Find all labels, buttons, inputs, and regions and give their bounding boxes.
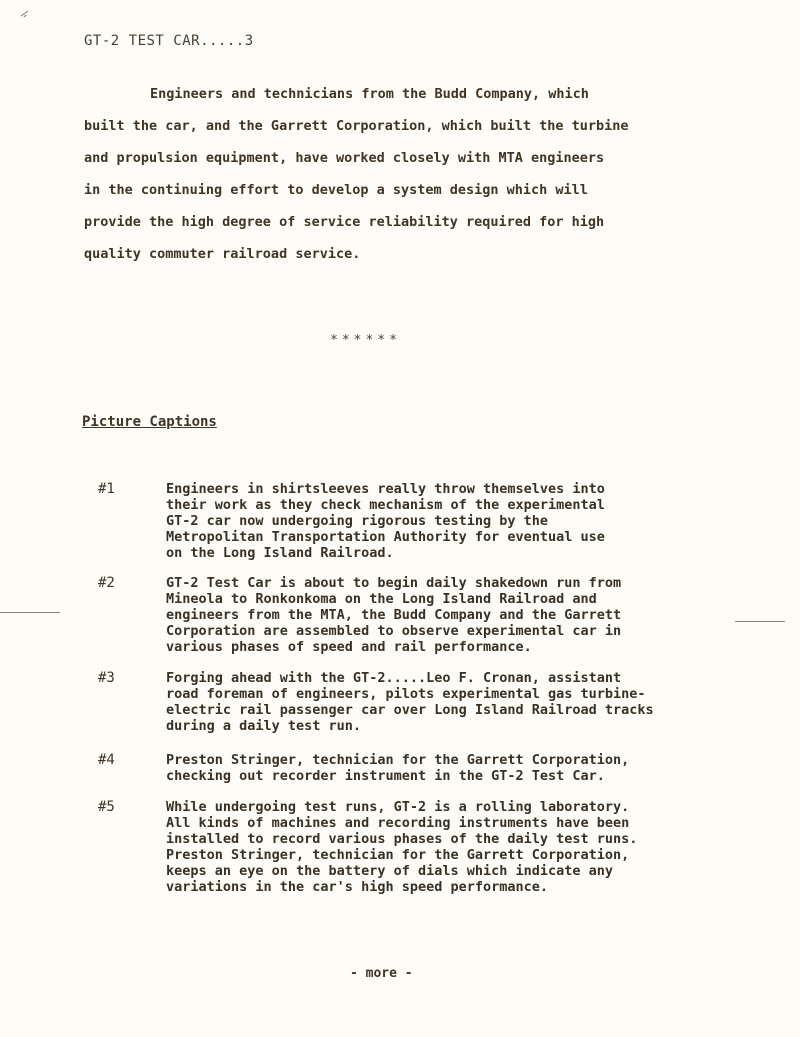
caption-line: Mineola to Ronkonkoma on the Long Island Railroad and — [166, 591, 597, 607]
caption-text — [166, 575, 621, 655]
caption-text — [166, 752, 629, 784]
caption-line: Preston Stringer, technician for the Garrett Corporation, — [166, 847, 630, 863]
caption-line: All kinds of machines and recording instruments have been — [166, 815, 630, 831]
caption-number: #4 — [98, 752, 115, 768]
caption-line: Corporation are assembled to observe experimental car in — [166, 623, 622, 639]
caption-line: their work as they check mechanism of the experimental — [166, 497, 605, 513]
caption-text — [166, 481, 605, 561]
intro-line: and propulsion equipment, have worked closely with MTA engineers — [84, 150, 605, 166]
caption-text — [166, 670, 654, 734]
intro-line: quality commuter railroad service. — [84, 246, 361, 262]
caption-line: While undergoing test runs, GT-2 is a rolling laboratory. — [166, 799, 630, 815]
caption-line: installed to record various phases of the daily test runs. — [166, 831, 638, 847]
caption-line: keeps an eye on the battery of dials which indicate any — [166, 863, 614, 879]
caption-line: Metropolitan Transportation Authority for eventual use — [166, 529, 605, 545]
margin-rule — [735, 621, 785, 622]
intro-paragraph — [84, 78, 744, 270]
page-header: GT-2 TEST CAR.....3 — [84, 33, 254, 49]
caption-line: Forging ahead with the GT-2.....Leo F. Cronan, assistant — [166, 670, 622, 686]
section-heading: Picture Captions — [82, 414, 217, 430]
section-separator: ****** — [330, 333, 401, 348]
intro-line: built the car, and the Garrett Corporation, which built the turbine — [84, 118, 629, 134]
caption-line: electric rail passenger car over Long Island Railroad tracks — [166, 702, 654, 718]
caption-line: on the Long Island Railroad. — [166, 545, 394, 561]
caption-line: Engineers in shirtsleeves really throw themselves into — [166, 481, 605, 497]
caption-line: variations in the car's high speed performance. — [166, 879, 549, 895]
caption-line: engineers from the MTA, the Budd Company and the Garrett — [166, 607, 622, 623]
caption-number: #5 — [98, 799, 115, 815]
page-footer: - more - — [350, 966, 413, 981]
pen-mark — [20, 8, 30, 18]
intro-line: provide the high degree of service reliability required for high — [84, 214, 605, 230]
caption-line: during a daily test run. — [166, 718, 362, 734]
caption-number: #3 — [98, 670, 115, 686]
caption-line: GT-2 car now undergoing rigorous testing by the — [166, 513, 549, 529]
caption-line: checking out recorder instrument in the GT-2 Test Car. — [166, 768, 605, 784]
caption-number: #2 — [98, 575, 115, 591]
caption-number: #1 — [98, 481, 115, 497]
intro-line: in the continuing effort to develop a system design which will — [84, 182, 588, 198]
caption-line: various phases of speed and rail performance. — [166, 639, 532, 655]
caption-line: road foreman of engineers, pilots experimental gas turbine- — [166, 686, 646, 702]
caption-line: Preston Stringer, technician for the Garrett Corporation, — [166, 752, 630, 768]
intro-line: Engineers and technicians from the Budd Company, which — [150, 86, 589, 102]
caption-text — [166, 799, 637, 895]
caption-line: GT-2 Test Car is about to begin daily shakedown run from — [166, 575, 622, 591]
margin-rule — [0, 612, 60, 613]
